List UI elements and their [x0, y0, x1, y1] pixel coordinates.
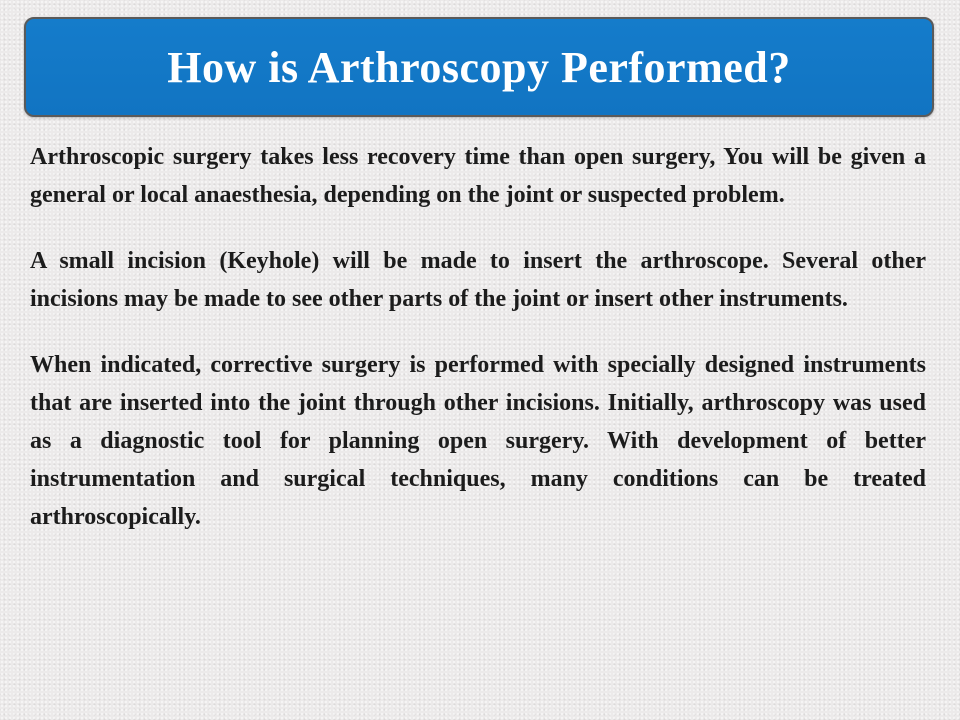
paragraph-corrective-surgery: When indicated, corrective surgery is performed with specially designed instruments that are inserted into the joint through other incisions. Initially, arthroscopy was used as a diagnostic tool for planning open surgery. With development of better instrumentation and surgical techniques, many conditions can be treated arthroscopically. — [30, 352, 926, 530]
paragraph-recovery: Arthroscopic surgery takes less recovery time than open surgery, You will be given a general or local anaesthesia, depending on the joint or suspected problem. — [30, 144, 926, 208]
title-banner — [24, 17, 934, 117]
paragraph-incision: A small incision (Keyhole) will be made to insert the arthroscope. Several other incisions may be made to see other parts of the joint or insert other instruments. — [30, 248, 926, 312]
slide-title: How is Arthroscopy Performed? — [167, 42, 791, 92]
slide-body — [30, 138, 926, 564]
